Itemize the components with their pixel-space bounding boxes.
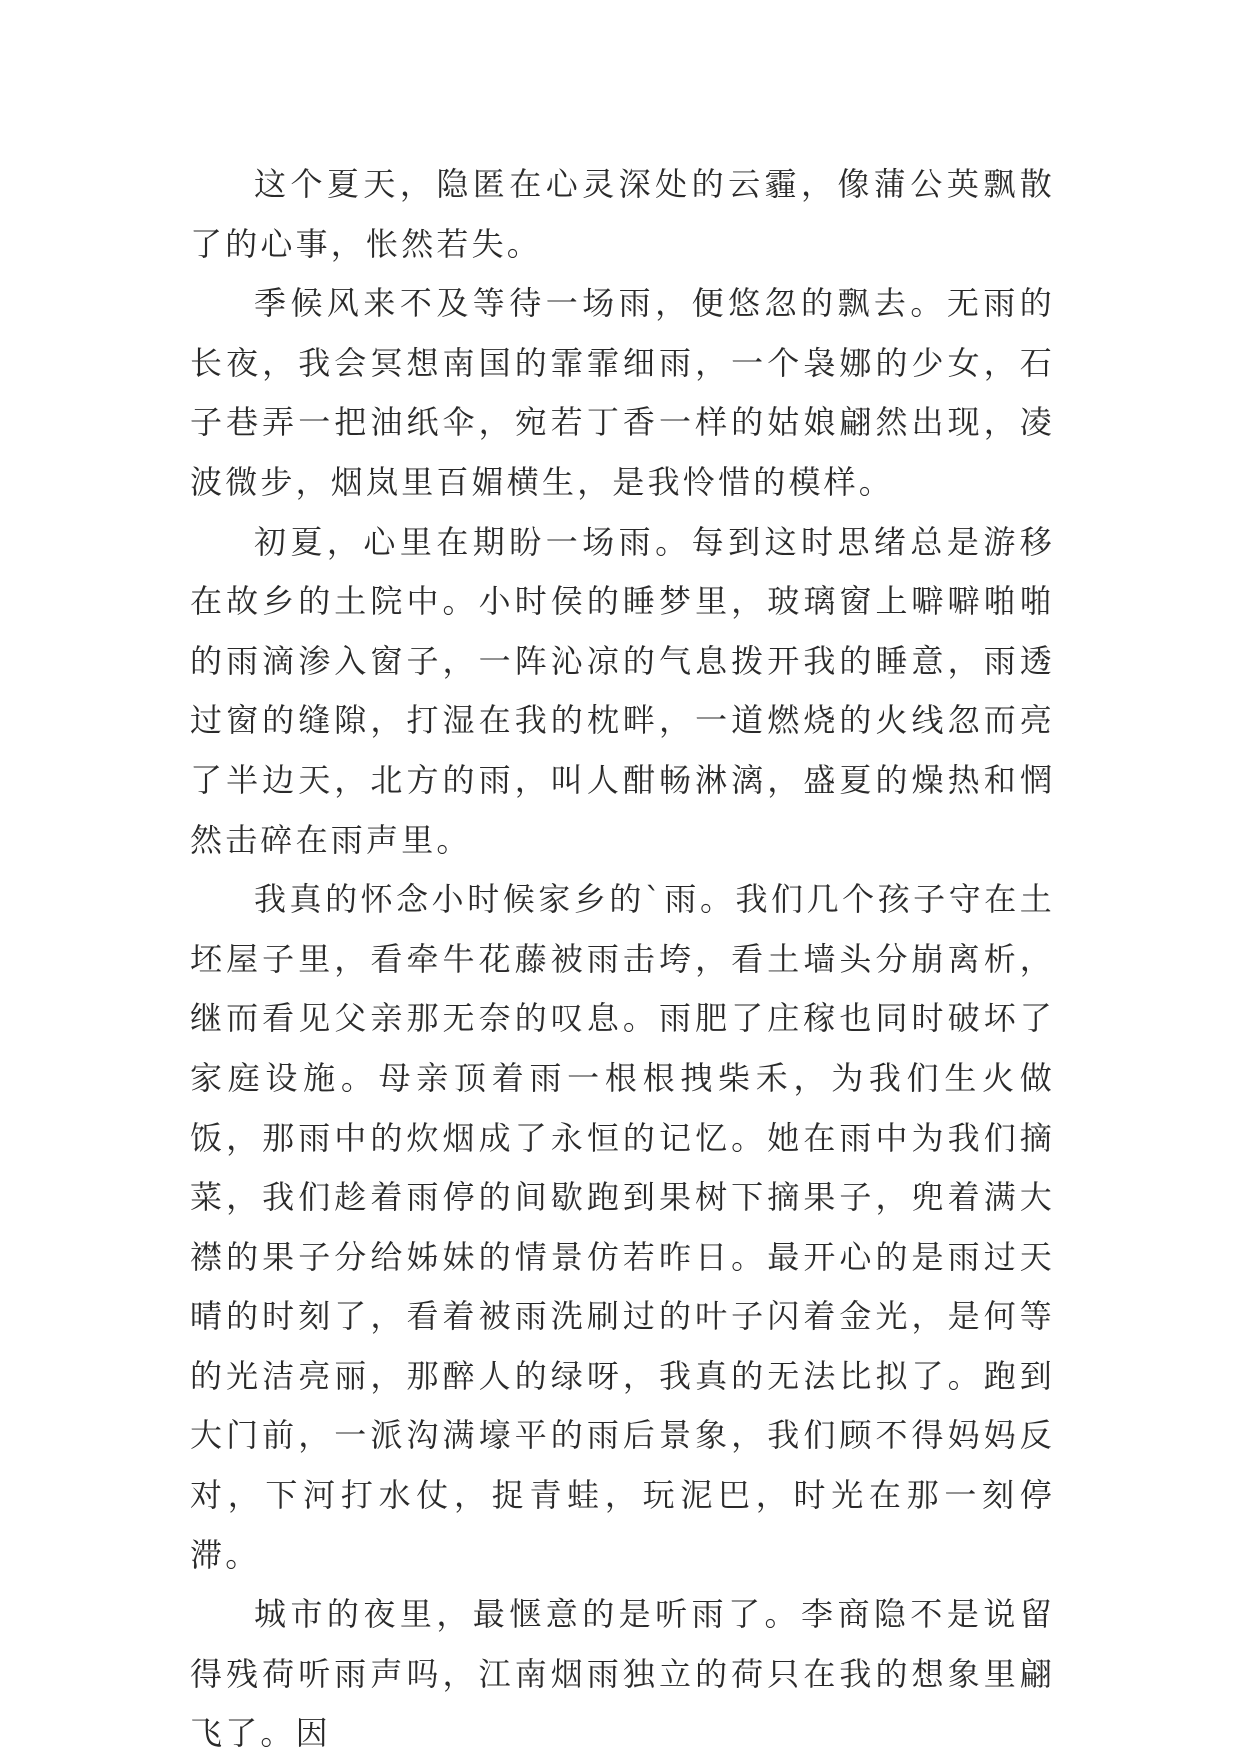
paragraph-5: 城市的夜里，最惬意的是听雨了。李商隐不是说留得残荷听雨声吗，江南烟雨独立的荷只在我的想象里翩飞了。因 <box>190 1595 1055 1753</box>
paragraph-1: 这个夏天，隐匿在心灵深处的云霾，像蒲公英飘散了的心事，怅然若失。 <box>190 165 1055 263</box>
paragraph-3: 初夏，心里在期盼一场雨。每到这时思绪总是游移在故乡的土院中。小时侯的睡梦里，玻璃窗上噼噼啪啪的雨滴渗入窗子，一阵沁凉的气息拨开我的睡意，雨透过窗的缝隙，打湿在我的枕畔，一道燃烧的火线忽而亮了半边天，北方的雨，叫人酣畅淋漓，盛夏的燥热和惘然击碎在雨声里。 <box>190 522 1055 859</box>
article-body <box>190 155 1055 1764</box>
paragraph-4: 我真的怀念小时候家乡的`雨。我们几个孩子守在土坯屋子里，看牵牛花藤被雨击垮，看土墙头分崩离析，继而看见父亲那无奈的叹息。雨肥了庄稼也同时破坏了家庭设施。母亲顶着雨一根根拽柴禾，为我们生火做饭，那雨中的炊烟成了永恒的记忆。她在雨中为我们摘菜，我们趁着雨停的间歇跑到果树下摘果子，兜着满大襟的果子分给姊妹的情景仿若昨日。最开心的是雨过天晴的时刻了，看着被雨洗刷过的叶子闪着金光，是何等的光洁亮丽，那醉人的绿呀，我真的无法比拟了。跑到大门前，一派沟满壕平的雨后景象，我们顾不得妈妈反对，下河打水仗，捉青蛙，玩泥巴，时光在那一刻停滞。 <box>190 880 1055 1574</box>
paragraph-2: 季候风来不及等待一场雨，便悠忽的飘去。无雨的长夜，我会冥想南国的霏霏细雨，一个袅娜的少女，石子巷弄一把油纸伞，宛若丁香一样的姑娘翩然出现，凌波微步，烟岚里百媚横生，是我怜惜的模样。 <box>190 284 1055 501</box>
